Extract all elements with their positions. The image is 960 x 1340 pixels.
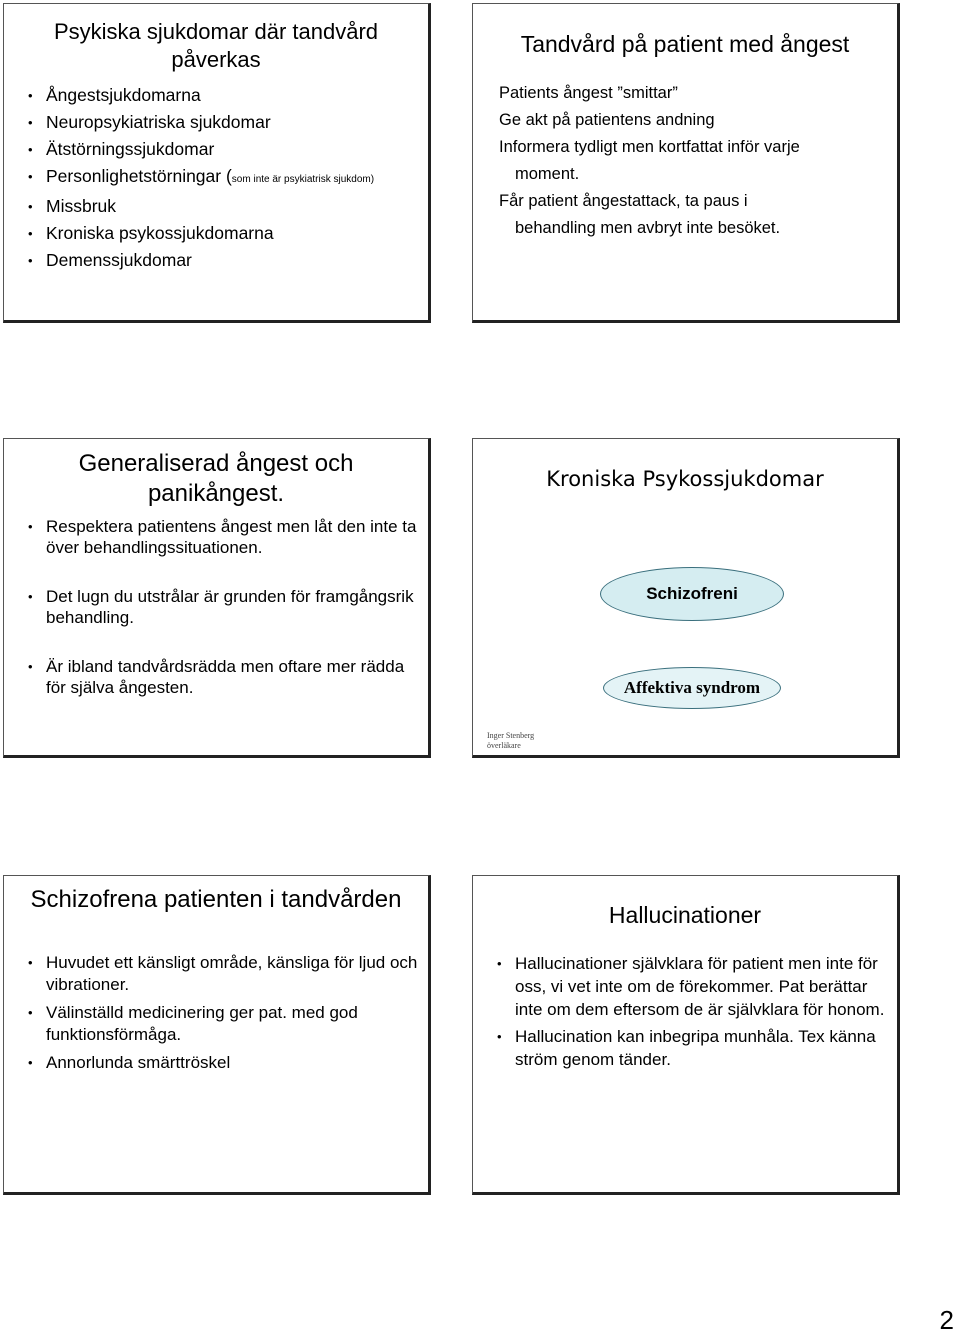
author-role: överläkare [487, 741, 521, 750]
list-item: Får patient ångestattack, ta paus i [499, 192, 748, 210]
list-item-text: Personlighetstörningar ( [46, 166, 232, 186]
list-item: • Det lugn du utstrålar är grunden för framgångsrik behandling. [24, 586, 419, 628]
slide-hallucinationer [472, 875, 900, 1195]
page-number: 2 [939, 1305, 954, 1335]
list-item: • Annorlunda smärttröskel [24, 1052, 419, 1074]
slide-title: Schizofrena patienten i tandvården [30, 886, 402, 913]
bullet-list [24, 82, 374, 274]
list-item: • Neuropsykiatriska sjukdomar [24, 109, 374, 136]
list-item [24, 163, 374, 193]
list-item: • Demenssjukdomar [24, 247, 374, 274]
slide-schizofrena-patienten [3, 875, 431, 1195]
bullet-list [24, 952, 419, 1080]
list-item: • Ångestsjukdomarna [24, 82, 374, 109]
slide-title: Kroniska Psykossjukdomar [546, 467, 824, 491]
list-item-continuation: behandling men avbryt inte besöket. [515, 219, 781, 237]
slide-generaliserad-angest [3, 438, 431, 758]
list-item: • Missbruk [24, 193, 374, 220]
bullet-list [24, 516, 419, 726]
slide-title: Hallucinationer [608, 902, 762, 928]
slide-tandvard-angest [472, 3, 900, 323]
list-item: • Huvudet ett känsligt område, känsliga för ljud och vibrationer. [24, 952, 419, 996]
list-item: Ge akt på patientens andning [499, 111, 715, 129]
list-item: • Ätstörningssjukdomar [24, 136, 374, 163]
schizofreni-oval: Schizofreni [600, 567, 784, 621]
small-note: som inte är psykiatrisk sjukdom) [231, 174, 375, 185]
author-name: Inger Stenberg [487, 731, 535, 740]
list-item: • Hallucination kan inbegripa munhåla. Tex känna ström genom tänder. [493, 1025, 888, 1071]
slide-psykiska-sjukdomar [3, 3, 431, 323]
slide-title: Psykiska sjukdomar där tandvård påverkas [53, 19, 379, 72]
author-note [487, 731, 534, 751]
affektiva-syndrom-oval: Affektiva syndrom [603, 667, 781, 709]
text-list [499, 80, 800, 242]
list-item: • Välinställd medicinering ger pat. med god funktionsförmåga. [24, 1002, 419, 1046]
list-item: • Kroniska psykossjukdomarna [24, 220, 374, 247]
list-item-continuation: moment. [515, 165, 580, 183]
slide-title: Generaliserad ångest och panikångest. [78, 450, 354, 507]
list-item: • Hallucinationer självklara för patient men inte för oss, vi vet inte om de förekommer. Pat berättar inte om dem eftersom de är självklara för honom. [493, 952, 888, 1021]
bullet-list [493, 952, 888, 1075]
list-item: • Är ibland tandvårdsrädda men oftare mer rädda för själva ångesten. [24, 656, 419, 698]
list-item: Patients ångest ”smittar” [499, 84, 678, 102]
list-item: Informera tydligt men kortfattat inför varje [499, 138, 800, 156]
slide-title: Tandvård på patient med ångest [520, 31, 850, 57]
list-item: • Respektera patientens ångest men låt den inte ta över behandlingssituationen. [24, 516, 419, 558]
slide-kroniska-psykossjukdomar [472, 438, 900, 758]
